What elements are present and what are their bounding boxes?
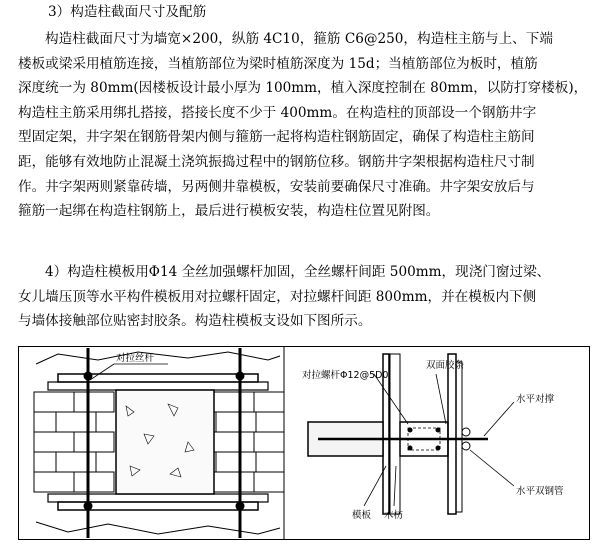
figure-svg bbox=[18, 346, 590, 540]
column-core bbox=[116, 390, 214, 494]
formwork-figure bbox=[18, 346, 590, 540]
bolt-label: 对拉螺杆Φ12@5D0 bbox=[302, 370, 389, 381]
text-line: 女儿墙压顶等水平构件模板用对拉螺杆固定，对拉螺杆间距 800mm，并在模板内下侧 bbox=[18, 288, 537, 305]
paragraph-formwork bbox=[18, 260, 590, 334]
sealant-label: 双面胶条 bbox=[426, 360, 465, 371]
text-line: 楼板或梁采用植筋连接，当植筋部位为梁时植筋深度为 15d；当植筋部位为板时，植筋 bbox=[18, 55, 538, 72]
text-line: 深度统一为 80mm(因楼板设计最小厚为 100mm，植入深度控制在 80mm，以防打穿楼板)， bbox=[18, 80, 588, 97]
text-line: 构造柱主筋采用绑扎搭接，搭接长度不少于 400mm。在构造柱的顶部设一个钢筋井字 bbox=[18, 104, 537, 121]
text-line: 4）构造柱模板用Φ14 全丝加强螺杆加固，全丝螺杆间距 500mm，现浇门窗过梁、 bbox=[45, 264, 551, 280]
bottom-left-label-2: 木枋 bbox=[384, 510, 404, 521]
text-line: 型固定架，井字架在钢筋骨架内侧与箍筋一起将构造柱钢筋固定，确保了构造柱主筋间 bbox=[18, 129, 535, 146]
section-heading: 3）构造柱截面尺寸及配筋 bbox=[48, 4, 207, 20]
text-line: 箍筋一起绑在构造柱钢筋上，最后进行模板安装，构造柱位置见附图。 bbox=[18, 203, 440, 220]
bottom-right-label: 水平双钢管 bbox=[516, 486, 564, 497]
text-line: 作。井字架两则紧靠砖墙，另两侧井靠模板，安装前要确保尺寸准确。井字架安放后与 bbox=[18, 178, 535, 195]
text-line: 构造柱截面尺寸为墙宽×200，纵筋 4C10，箍筋 C6@250，构造柱主筋与上、下端 bbox=[45, 31, 553, 47]
text-line: 距，能够有效地防止混凝土浇筑振捣过程中的钢筋位移。钢筋井字架根据构造柱尺寸制 bbox=[18, 153, 535, 170]
left-label: 对拉丝杆 bbox=[116, 353, 155, 364]
bottom-left-label-1: 模板 bbox=[352, 510, 372, 521]
top-right-label: 水平对撑 bbox=[516, 394, 555, 405]
left-drawing bbox=[34, 348, 284, 538]
paragraph-reinforcement bbox=[18, 27, 590, 224]
text-line: 与墙体接触部位贴密封胶条。构造柱模板支设如下图所示。 bbox=[18, 313, 372, 330]
